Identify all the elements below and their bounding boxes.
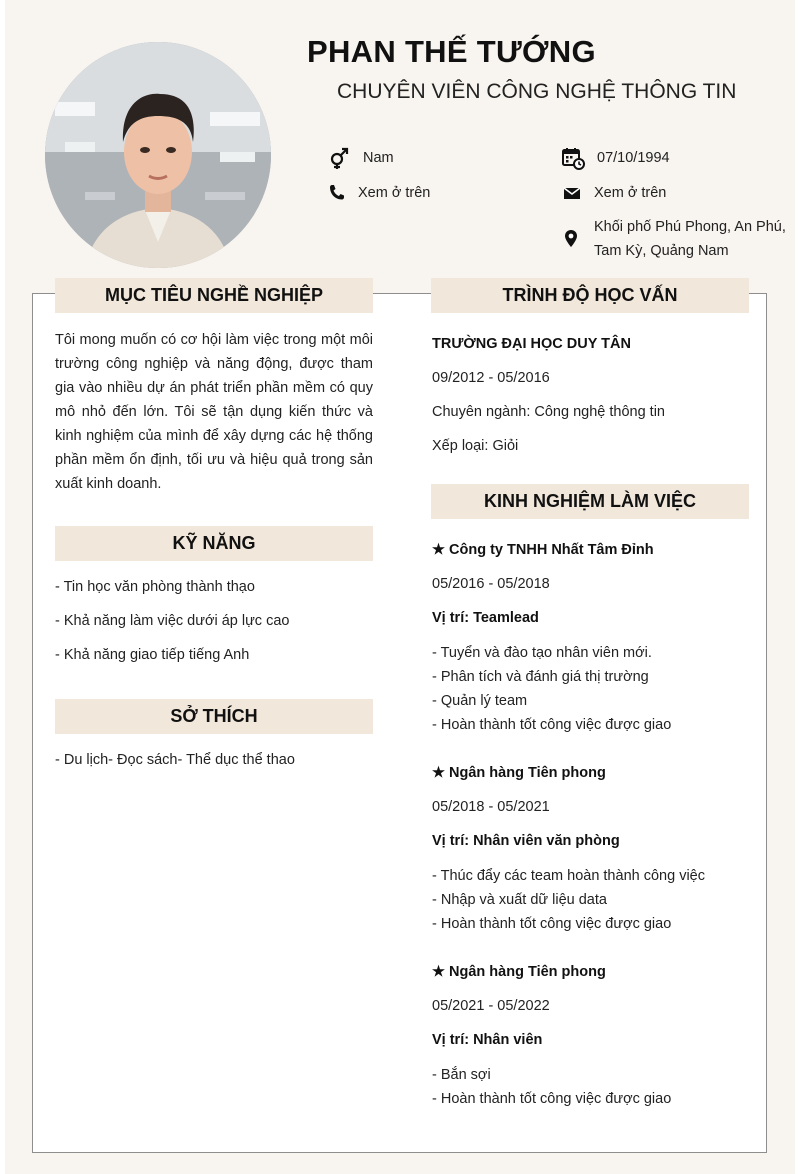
birthday-info [561, 146, 670, 170]
education-major: Chuyên ngành: Công nghệ thông tin [432, 404, 665, 420]
education-grade: Xếp loại: Giỏi [432, 438, 519, 454]
profile-photo-illustration [45, 42, 271, 268]
job-position: Vị trí: Nhân viên văn phòng [432, 833, 620, 849]
job-duty-item: - Nhập và xuất dữ liệu data [432, 892, 607, 908]
email-value: Xem ở trên [594, 185, 667, 201]
job-duty-item: - Thúc đẩy các team hoàn thành công việc [432, 868, 705, 884]
job-duties [432, 641, 671, 737]
objective-text: Tôi mong muốn có cơ hội làm việc trong một môi trường công nghiệp và năng động, được tham gia vào nhiều dự án phát triển phần mềm có quy mô nhỏ đến lớn. Tôi sẽ tận dụng kiến thức và kinh nghiệm của mình để xây dựng các hệ thống phần mềm ổn định, tối ưu và hiệu quả trong sản xuất kinh doanh. [55, 332, 373, 492]
job-duty-item: - Hoàn thành tốt công việc được giao [432, 717, 672, 733]
job-period: 05/2016 - 05/2018 [432, 576, 550, 592]
job-duty-item: - Quản lý team [432, 693, 528, 709]
job-duty-item: - Hoàn thành tốt công việc được giao [432, 916, 672, 932]
job-duty-item: - Hoàn thành tốt công việc được giao [432, 1091, 672, 1107]
phone-info [327, 181, 430, 205]
gender-value: Nam [363, 150, 394, 166]
job-title: CHUYÊN VIÊN CÔNG NGHỆ THÔNG TIN [337, 80, 737, 103]
address-info [563, 215, 786, 263]
calendar-icon [561, 146, 585, 170]
job-period: 05/2018 - 05/2021 [432, 799, 550, 815]
skills-heading: KỸ NĂNG [55, 526, 373, 561]
job-position: Vị trí: Nhân viên [432, 1032, 543, 1048]
address-line-1: Khối phố Phú Phong, An Phú, [594, 219, 786, 235]
skill-item: - Tin học văn phòng thành thạo [55, 579, 255, 595]
full-name: PHAN THẾ TƯỚNG [307, 34, 596, 69]
job-duty-item: - Tuyển và đào tạo nhân viên mới. [432, 645, 652, 661]
hobbies-heading: SỞ THÍCH [55, 699, 373, 734]
school-name: TRƯỜNG ĐẠI HỌC DUY TÂN [432, 336, 631, 352]
skill-item: - Khả năng làm việc dưới áp lực cao [55, 613, 290, 629]
gender-icon [327, 146, 351, 170]
hobbies-text: - Du lịch- Đọc sách- Thể dục thể thao [55, 752, 295, 768]
profile-photo [45, 42, 271, 268]
skill-item: - Khả năng giao tiếp tiếng Anh [55, 647, 250, 663]
job-duty-item: - Phân tích và đánh giá thị trường [432, 669, 649, 685]
address-line-2: Tam Kỳ, Quảng Nam [594, 243, 729, 259]
envelope-icon [563, 181, 582, 205]
job-period: 05/2021 - 05/2022 [432, 998, 550, 1014]
education-period: 09/2012 - 05/2016 [432, 370, 550, 386]
gender-info [327, 146, 394, 170]
job-company: ★ Ngân hàng Tiên phong [432, 964, 606, 980]
job-position: Vị trí: Teamlead [432, 610, 539, 626]
experience-heading: KINH NGHIỆM LÀM VIỆC [431, 484, 749, 519]
email-info [563, 181, 666, 205]
job-duty-item: - Bắn sợi [432, 1067, 491, 1083]
job-duties [432, 864, 705, 936]
job-company: ★ Ngân hàng Tiên phong [432, 765, 606, 781]
objective-heading: MỤC TIÊU NGHỀ NGHIỆP [55, 278, 373, 313]
job-company: ★ Công ty TNHH Nhất Tâm Đỉnh [432, 542, 654, 558]
phone-value: Xem ở trên [358, 185, 431, 201]
address-value [594, 215, 786, 263]
education-heading: TRÌNH ĐỘ HỌC VẤN [431, 278, 749, 313]
birthday-value: 07/10/1994 [597, 150, 670, 166]
phone-icon [327, 181, 345, 205]
location-pin-icon [563, 227, 582, 251]
job-duties [432, 1063, 671, 1111]
